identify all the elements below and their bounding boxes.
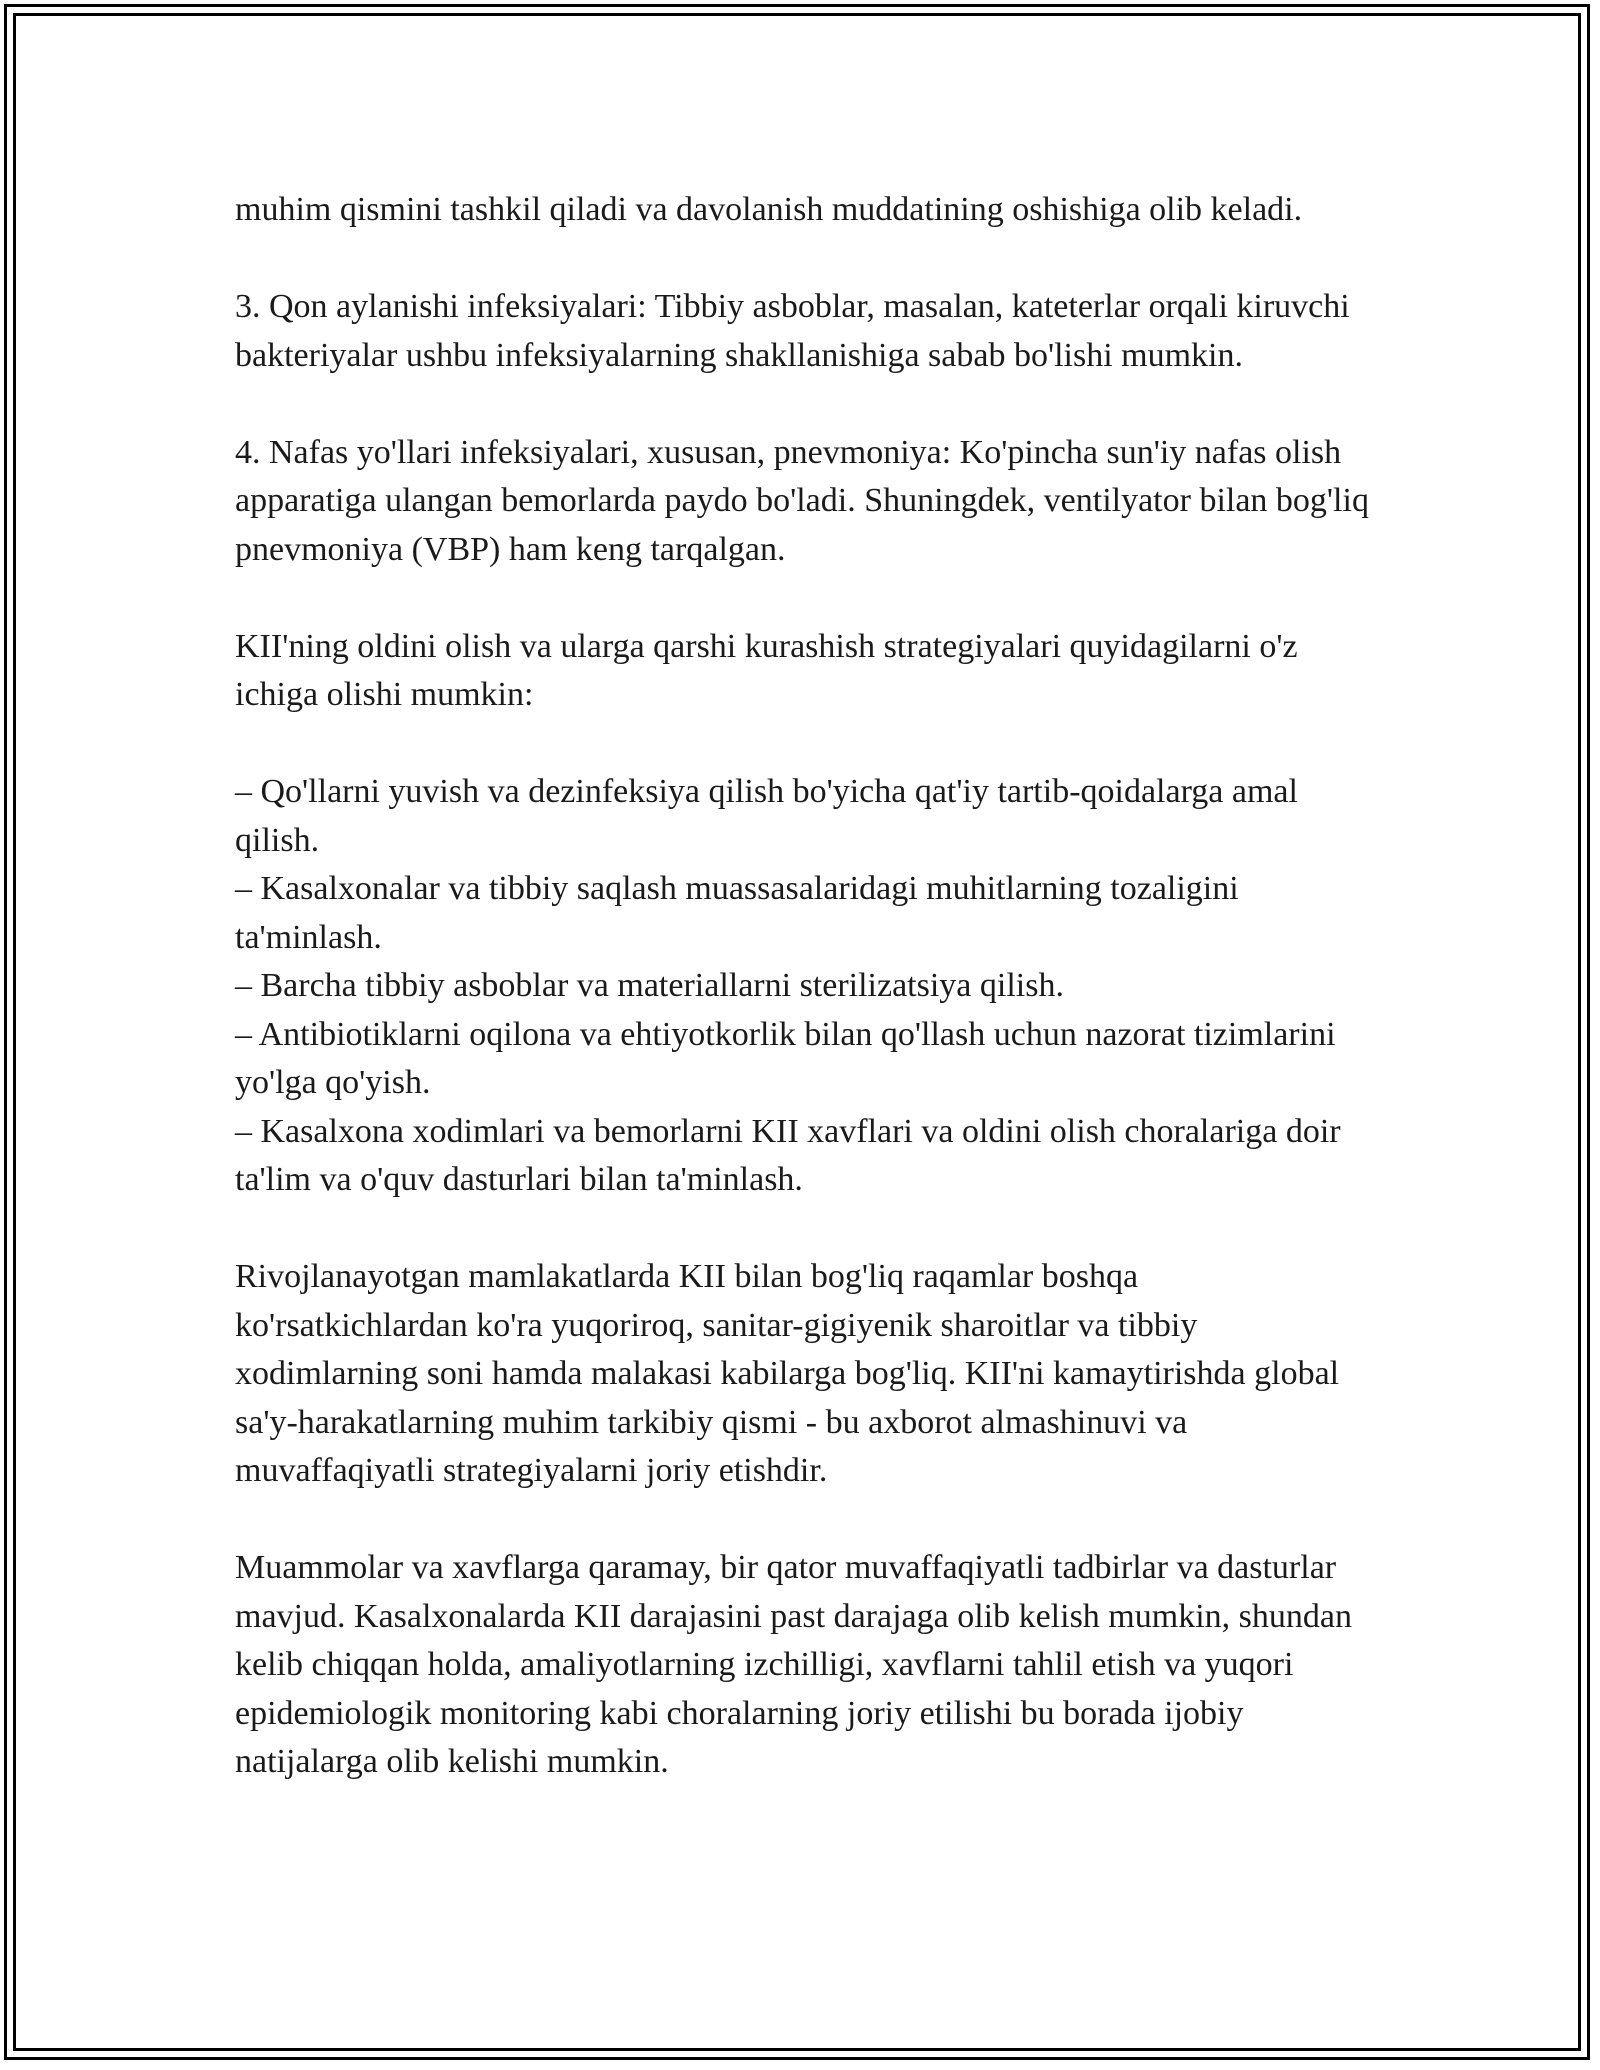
paragraph-blood-infections: 3. Qon aylanishi infeksiyalari: Tibbiy asboblar, masalan, kateterlar orqali kiruvchi bakteriyalar ushbu infeksiyalarning shakllanishiga sabab bo'lishi mumkin.: [235, 288, 1350, 374]
paragraph-strategies-intro: KII'ning oldini olish va ularga qarshi kurashish strategiyalari quyidagilarni o'z ichiga olishi mumkin:: [235, 627, 1298, 713]
document-body: [235, 186, 1375, 1835]
list-item-antibiotics: – Antibiotiklarni oqilona va ehtiyotkorlik bilan qo'llash uchun nazorat tizimlarini yo'lga qo'yish.: [235, 1015, 1336, 1101]
list-item-handwashing: – Qo'llarni yuvish va dezinfeksiya qilish bo'yicha qat'iy tartib-qoidalarga amal qilish.: [235, 773, 1298, 859]
list-item-education: – Kasalxona xodimlari va bemorlarni KII xavflari va oldini olish choralariga doir ta'lim va o'quv dasturlari bilan ta'minlash.: [235, 1112, 1341, 1198]
paragraph-developing-countries: Rivojlanayotgan mamlakatlarda KII bilan bog'liq raqamlar boshqa ko'rsatkichlardan ko'ra yuqoriroq, sanitar-gigiyenik sharoitlar va tibbiy xodimlarning soni hamda malakasi kabilarga bog'liq. KII'ni kamaytirishda global sa'y-harakatlarning muhim tarkibiy qismi - bu axborot almashinuvi va muvaffaqiyatli strategiyalarni joriy etishdir.: [235, 1258, 1340, 1489]
paragraph-respiratory-infections: 4. Nafas yo'llari infeksiyalari, xususan, pnevmoniya: Ko'pincha sun'iy nafas olish apparatiga ulangan bemorlarda paydo bo'ladi. Shuningdek, ventilyator bilan bog'liq pnevmoniya (VBP) ham keng tarqalgan.: [235, 433, 1369, 568]
list-item-cleanliness: – Kasalxonalar va tibbiy saqlash muassasalaridagi muhitlarning tozaligini ta'minlash.: [235, 870, 1239, 956]
paragraph-conclusion: Muammolar va xavflarga qaramay, bir qator muvaffaqiyatli tadbirlar va dasturlar mavjud. Kasalxonalarda KII darajasini past darajaga olib kelish mumkin, shundan kelib chiqqan holda, amaliyotlarning izchilligi, xavflarni tahlil etish va yuqori epidemiologik monitoring kabi choralarning joriy etilishi bu borada ijobiy natijalarga olib kelishi mumkin.: [235, 1549, 1352, 1780]
list-item-sterilization: – Barcha tibbiy asboblar va materiallarni sterilizatsiya qilish.: [235, 967, 1064, 1004]
paragraph-continuation: muhim qismini tashkil qiladi va davolanish muddatining oshishiga olib keladi.: [235, 191, 1303, 228]
